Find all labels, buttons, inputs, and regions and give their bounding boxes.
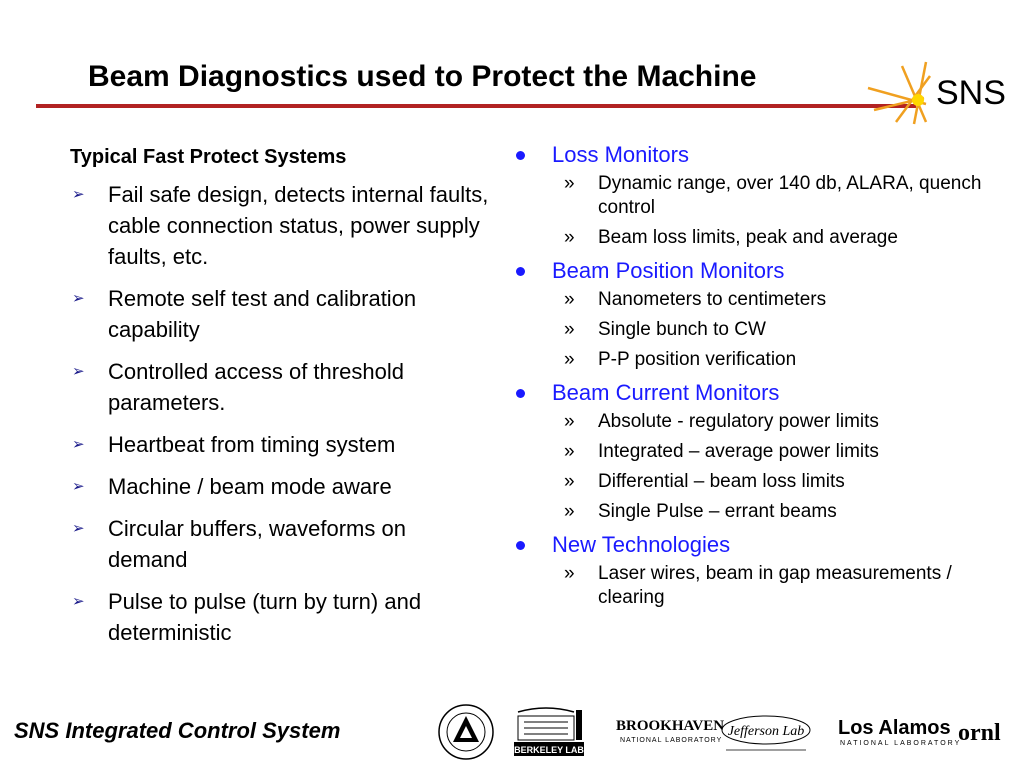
svg-text:Los Alamos: Los Alamos [838, 717, 951, 739]
chevron-bullet-icon: » [564, 501, 575, 522]
arrow-bullet-icon: ➢ [72, 436, 85, 453]
arrow-bullet-icon: ➢ [72, 363, 85, 380]
title-divider [36, 104, 916, 108]
arrow-bullet-icon: ➢ [72, 520, 85, 537]
list-item: ➢ Remote self test and calibration capability [70, 283, 490, 345]
section-loss-monitors [512, 140, 1012, 250]
sub-item: » Single Pulse – errant beams [564, 501, 837, 522]
chevron-bullet-icon: » [564, 319, 575, 340]
sub-item: » Laser wires, beam in gap measurements / clearing [564, 563, 952, 608]
sub-item: » Differential – beam loss limits [564, 471, 845, 492]
chevron-bullet-icon: » [564, 471, 575, 492]
section-heading: Beam Current Monitors [512, 378, 1012, 408]
sub-item: » Absolute - regulatory power limits [564, 411, 879, 432]
sub-item: » Single bunch to CW [564, 319, 766, 340]
sub-item: » P-P position verification [564, 349, 797, 370]
los-alamos-logo [838, 717, 961, 747]
chevron-bullet-icon: » [564, 349, 575, 370]
sub-item: » Beam loss limits, peak and average [564, 227, 898, 248]
section-beam-position-monitors [512, 256, 1012, 372]
list-item: ➢ Heartbeat from timing system [70, 429, 490, 460]
section-heading: New Technologies [512, 530, 1012, 560]
list-item: ➢ Pulse to pulse (turn by turn) and deterministic [70, 586, 490, 648]
left-list [70, 179, 490, 648]
sub-list [512, 410, 1012, 524]
section-new-technologies [512, 530, 1012, 610]
bullet-icon [516, 267, 525, 276]
right-column [512, 140, 1012, 616]
list-item: ➢ Machine / beam mode aware [70, 471, 490, 502]
bullet-icon [516, 389, 525, 398]
chevron-bullet-icon: » [564, 441, 575, 462]
svg-text:NATIONAL LABORATORY: NATIONAL LABORATORY [840, 740, 962, 747]
list-item: ➢ Circular buffers, waveforms on demand [70, 513, 490, 575]
section-heading: Loss Monitors [512, 140, 1012, 170]
sub-list [512, 172, 1012, 250]
bullet-icon [516, 151, 525, 160]
brookhaven-logo [616, 718, 724, 744]
arrow-bullet-icon: ➢ [72, 478, 85, 495]
footer-title: SNS Integrated Control System [14, 718, 341, 743]
arrow-bullet-icon: ➢ [72, 186, 85, 203]
left-column [70, 146, 490, 659]
chevron-bullet-icon: » [564, 289, 575, 310]
argonne-logo [439, 705, 493, 759]
chevron-bullet-icon: » [564, 563, 575, 584]
svg-text:ornl: ornl [958, 720, 1001, 746]
svg-text:BERKELEY LAB: BERKELEY LAB [514, 745, 584, 755]
sub-item: » Nanometers to centimeters [564, 289, 827, 310]
list-item: ➢ Controlled access of threshold parameters. [70, 356, 490, 418]
page-title: Beam Diagnostics used to Protect the Machine [88, 60, 757, 93]
sub-item: » Integrated – average power limits [564, 441, 879, 462]
sns-logo [866, 52, 1006, 132]
berkeley-lab-logo [514, 708, 584, 756]
svg-text:Jefferson Lab: Jefferson Lab [727, 724, 805, 739]
sub-list [512, 288, 1012, 372]
svg-text:SNS: SNS [936, 74, 1006, 112]
svg-text:NATIONAL LABORATORY: NATIONAL LABORATORY [620, 737, 723, 744]
arrow-bullet-icon: ➢ [72, 593, 85, 610]
ornl-logo [958, 720, 1001, 746]
arrow-bullet-icon: ➢ [72, 290, 85, 307]
sub-item: » Dynamic range, over 140 db, ALARA, quench control [564, 173, 982, 218]
section-beam-current-monitors [512, 378, 1012, 524]
sub-list [512, 562, 1012, 610]
partner-logos [436, 700, 1020, 764]
section-heading: Beam Position Monitors [512, 256, 1012, 286]
chevron-bullet-icon: » [564, 411, 575, 432]
svg-text:BROOKHAVEN: BROOKHAVEN [616, 718, 725, 734]
jefferson-lab-logo [722, 716, 810, 750]
chevron-bullet-icon: » [564, 227, 575, 248]
list-item: ➢ Fail safe design, detects internal faults, cable connection status, power supply faults, etc. [70, 179, 490, 272]
left-heading: Typical Fast Protect Systems [70, 146, 347, 168]
bullet-icon [516, 541, 525, 550]
chevron-bullet-icon: » [564, 173, 575, 194]
